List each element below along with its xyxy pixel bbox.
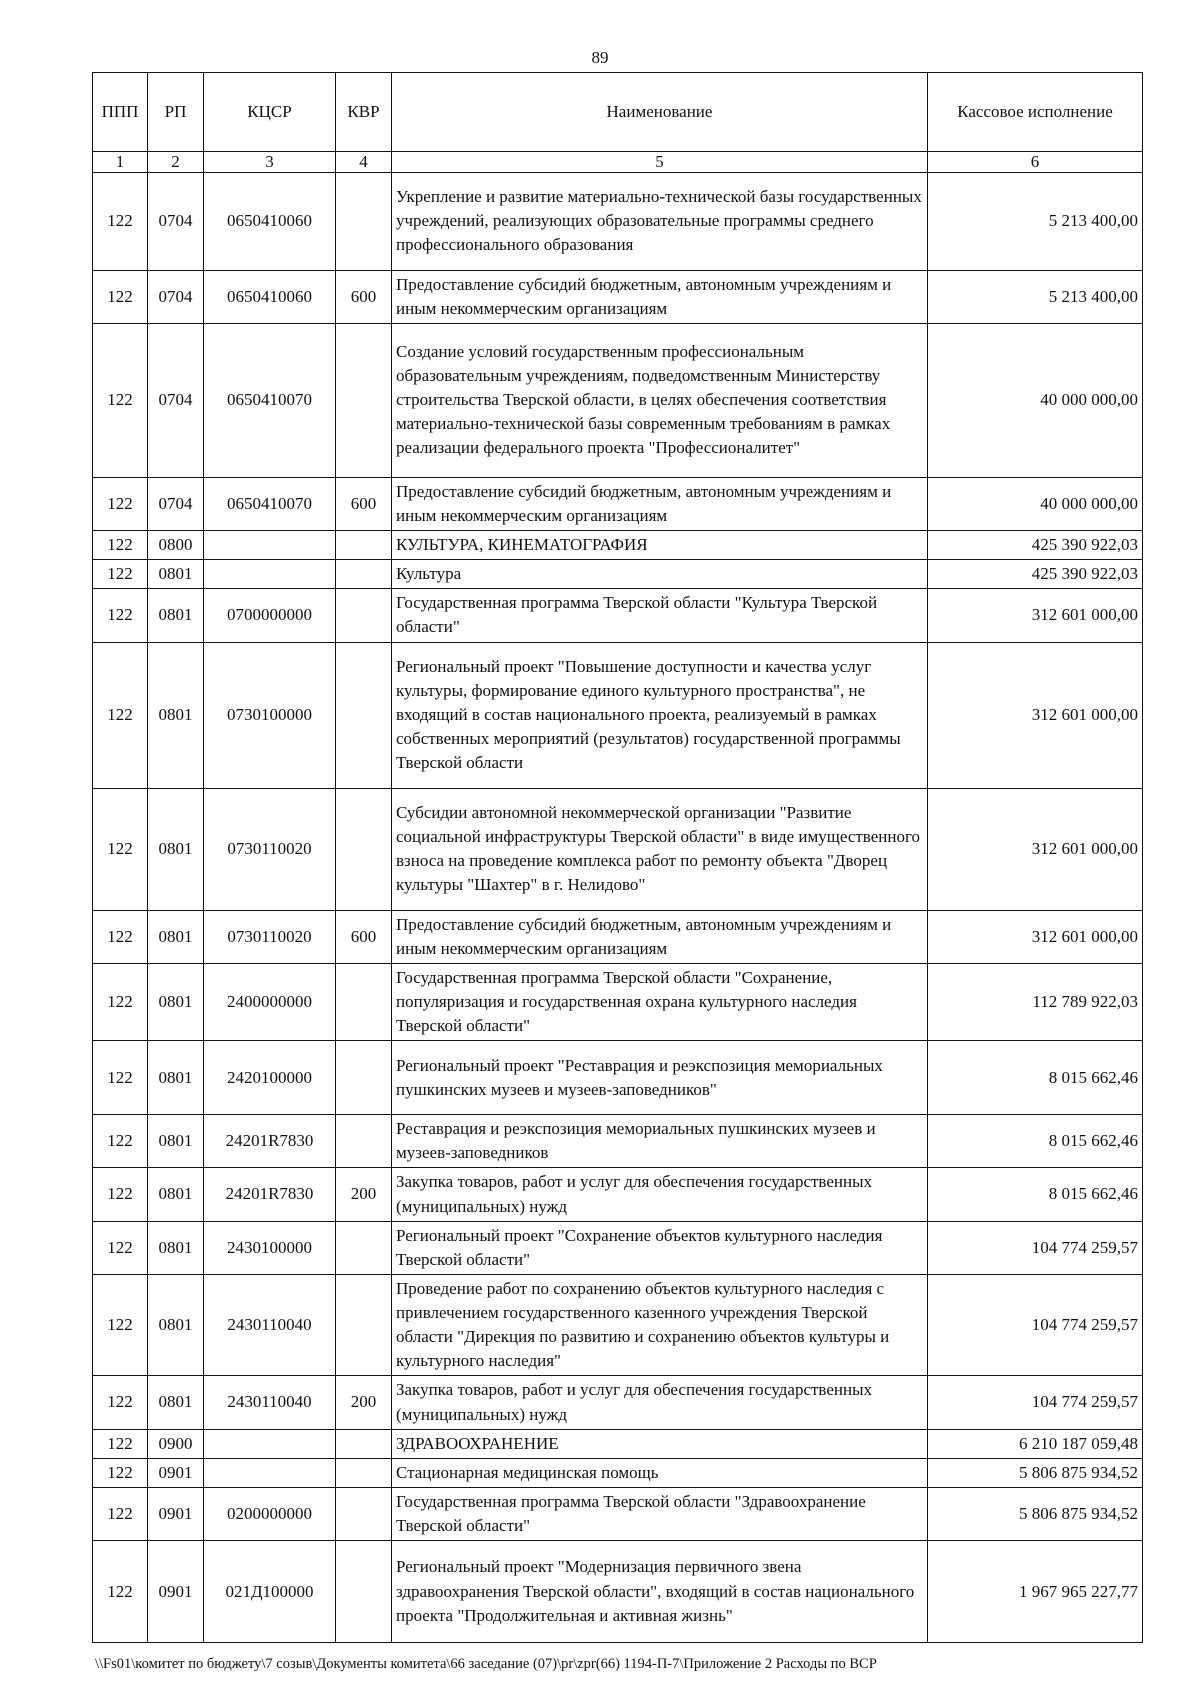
cell-amount: 5 806 875 934,52 [928, 1487, 1143, 1540]
cell-kcsr: 2430110040 [204, 1376, 336, 1429]
cell-amount: 425 390 922,03 [928, 560, 1143, 589]
cell-kvr [336, 531, 392, 560]
cell-kcsr: 0730100000 [204, 642, 336, 788]
cell-kvr [336, 1274, 392, 1376]
table-row [93, 323, 1143, 477]
page-number: 89 [591, 48, 609, 67]
cell-kvr: 600 [336, 910, 392, 963]
cell-name: Предоставление субсидий бюджетным, автономным учреждениям и иным некоммерческим организациям [392, 477, 928, 530]
cell-amount: 312 601 000,00 [928, 910, 1143, 963]
column-number: 5 [392, 152, 928, 173]
table-row [93, 1274, 1143, 1376]
cell-ppp: 122 [93, 788, 148, 910]
cell-ppp: 122 [93, 642, 148, 788]
cell-kcsr [204, 531, 336, 560]
cell-rp: 0800 [148, 531, 204, 560]
table-row [93, 1429, 1143, 1458]
cell-name: Закупка товаров, работ и услуг для обеспечения государственных (муниципальных) нужд [392, 1168, 928, 1221]
cell-ppp: 122 [93, 1274, 148, 1376]
cell-name: Региональный проект "Сохранение объектов культурного наследия Тверской области" [392, 1221, 928, 1274]
column-number: 6 [928, 152, 1143, 173]
cell-amount: 112 789 922,03 [928, 963, 1143, 1040]
cell-rp: 0801 [148, 1274, 204, 1376]
cell-kcsr: 2420100000 [204, 1041, 336, 1115]
cell-kcsr: 24201R7830 [204, 1115, 336, 1168]
cell-kvr [336, 1221, 392, 1274]
cell-name: Государственная программа Тверской области "Сохранение, популяризация и государственная охрана культурного наследия Тверской области" [392, 963, 928, 1040]
cell-ppp: 122 [93, 963, 148, 1040]
table-row [93, 477, 1143, 530]
table-row [93, 1376, 1143, 1429]
header-kvr: КВР [336, 73, 392, 152]
cell-name: Государственная программа Тверской области "Здравоохранение Тверской области" [392, 1487, 928, 1540]
cell-amount: 6 210 187 059,48 [928, 1429, 1143, 1458]
header-ppp: ППП [93, 73, 148, 152]
cell-ppp: 122 [93, 323, 148, 477]
table-row [93, 1168, 1143, 1221]
cell-amount: 425 390 922,03 [928, 531, 1143, 560]
cell-name: Укрепление и развитие материально-технической базы государственных учреждений, реализующих образовательные программы среднего профессионального образования [392, 172, 928, 270]
cell-rp: 0900 [148, 1429, 204, 1458]
cell-name: Предоставление субсидий бюджетным, автономным учреждениям и иным некоммерческим организациям [392, 270, 928, 323]
cell-ppp: 122 [93, 1168, 148, 1221]
table-row [93, 172, 1143, 270]
cell-name: Региональный проект "Реставрация и реэкспозиция мемориальных пушкинских музеев и музеев-заповедников" [392, 1041, 928, 1115]
cell-rp: 0901 [148, 1487, 204, 1540]
cell-kvr: 600 [336, 270, 392, 323]
cell-kcsr: 0650410070 [204, 477, 336, 530]
cell-kcsr: 24201R7830 [204, 1168, 336, 1221]
cell-name: ЗДРАВООХРАНЕНИЕ [392, 1429, 928, 1458]
table-row [93, 1541, 1143, 1643]
cell-name: КУЛЬТУРА, КИНЕМАТОГРАФИЯ [392, 531, 928, 560]
cell-rp: 0801 [148, 1168, 204, 1221]
cell-rp: 0801 [148, 1376, 204, 1429]
table-row [93, 1221, 1143, 1274]
cell-kcsr: 0650410060 [204, 172, 336, 270]
cell-name: Региональный проект "Модернизация первичного звена здравоохранения Тверской области", входящий в состав национального проекта "Продолжительная и активная жизнь" [392, 1541, 928, 1643]
cell-amount: 104 774 259,57 [928, 1274, 1143, 1376]
table-row [93, 1041, 1143, 1115]
cell-rp: 0704 [148, 477, 204, 530]
cell-rp: 0901 [148, 1458, 204, 1487]
cell-rp: 0801 [148, 642, 204, 788]
cell-rp: 0704 [148, 323, 204, 477]
cell-kcsr: 0730110020 [204, 788, 336, 910]
cell-rp: 0801 [148, 1221, 204, 1274]
cell-ppp: 122 [93, 270, 148, 323]
cell-name: Реставрация и реэкспозиция мемориальных пушкинских музеев и музеев-заповедников [392, 1115, 928, 1168]
cell-amount: 1 967 965 227,77 [928, 1541, 1143, 1643]
header-kcsr: КЦСР [204, 73, 336, 152]
cell-rp: 0704 [148, 172, 204, 270]
cell-kvr [336, 589, 392, 642]
cell-kcsr: 0650410070 [204, 323, 336, 477]
cell-rp: 0801 [148, 560, 204, 589]
cell-kvr [336, 788, 392, 910]
cell-ppp: 122 [93, 589, 148, 642]
table-row [93, 788, 1143, 910]
cell-kvr [336, 642, 392, 788]
cell-kvr [336, 172, 392, 270]
cell-name: Государственная программа Тверской области "Культура Тверской области" [392, 589, 928, 642]
cell-ppp: 122 [93, 910, 148, 963]
cell-amount: 104 774 259,57 [928, 1221, 1143, 1274]
cell-kcsr: 0700000000 [204, 589, 336, 642]
cell-rp: 0901 [148, 1541, 204, 1643]
column-number: 2 [148, 152, 204, 173]
cell-rp: 0801 [148, 910, 204, 963]
cell-kvr: 200 [336, 1168, 392, 1221]
budget-table [92, 72, 1143, 1643]
table-row [93, 560, 1143, 589]
cell-kvr [336, 1429, 392, 1458]
cell-name: Предоставление субсидий бюджетным, автономным учреждениям и иным некоммерческим организациям [392, 910, 928, 963]
table-row [93, 963, 1143, 1040]
cell-amount: 40 000 000,00 [928, 323, 1143, 477]
cell-rp: 0801 [148, 589, 204, 642]
cell-rp: 0801 [148, 1041, 204, 1115]
header-amount: Кассовое исполнение [928, 73, 1143, 152]
table-row [93, 270, 1143, 323]
cell-kvr [336, 1115, 392, 1168]
file-path-footer: \\Fs01\комитет по бюджету\7 созыв\Документы комитета\66 заседание (07)\pr\zpr(66) 1194-П-7\Приложение 2 Расходы по ВСР [95, 1656, 877, 1672]
table-row [93, 1458, 1143, 1487]
cell-name: Региональный проект "Повышение доступности и качества услуг культуры, формирование единого культурного пространства", не входящий в состав национального проекта, реализуемый в рамках собственных мероприятий (результатов) государственной программы Тверской области [392, 642, 928, 788]
cell-name: Проведение работ по сохранению объектов культурного наследия с привлечением государственного казенного учреждения Тверской области "Дирекция по развитию и сохранению объектов культуры и культурного наследия" [392, 1274, 928, 1376]
cell-name: Создание условий государственным профессиональным образовательным учреждениям, подведомственным Министерству строительства Тверской области, в целях обеспечения соответствия материально-технической базы современным требованиям в рамках реализации федерального проекта "Профессионалитет" [392, 323, 928, 477]
cell-name: Субсидии автономной некоммерческой организации "Развитие социальной инфраструктуры Тверской области" в виде имущественного взноса на проведение комплекса работ по ремонту объекта "Дворец культуры "Шахтер" в г. Нелидово" [392, 788, 928, 910]
cell-kcsr: 0650410060 [204, 270, 336, 323]
table-row [93, 589, 1143, 642]
cell-rp: 0801 [148, 1115, 204, 1168]
table-row [93, 1487, 1143, 1540]
table-row [93, 642, 1143, 788]
cell-kvr: 200 [336, 1376, 392, 1429]
header-rp: РП [148, 73, 204, 152]
cell-name: Культура [392, 560, 928, 589]
cell-ppp: 122 [93, 1115, 148, 1168]
cell-ppp: 122 [93, 560, 148, 589]
column-number: 1 [93, 152, 148, 173]
cell-amount: 312 601 000,00 [928, 642, 1143, 788]
table-row [93, 1115, 1143, 1168]
cell-kvr [336, 1487, 392, 1540]
cell-rp: 0801 [148, 788, 204, 910]
table-row [93, 531, 1143, 560]
cell-ppp: 122 [93, 1041, 148, 1115]
cell-amount: 104 774 259,57 [928, 1376, 1143, 1429]
cell-amount: 5 806 875 934,52 [928, 1458, 1143, 1487]
cell-kvr [336, 1541, 392, 1643]
cell-ppp: 122 [93, 172, 148, 270]
cell-name: Стационарная медицинская помощь [392, 1458, 928, 1487]
cell-amount: 5 213 400,00 [928, 172, 1143, 270]
cell-amount: 312 601 000,00 [928, 589, 1143, 642]
cell-kcsr: 2430100000 [204, 1221, 336, 1274]
header-row [93, 73, 1143, 152]
cell-ppp: 122 [93, 1458, 148, 1487]
cell-kcsr: 021Д100000 [204, 1541, 336, 1643]
cell-amount: 8 015 662,46 [928, 1168, 1143, 1221]
cell-ppp: 122 [93, 1541, 148, 1643]
cell-ppp: 122 [93, 1487, 148, 1540]
cell-ppp: 122 [93, 1221, 148, 1274]
cell-rp: 0704 [148, 270, 204, 323]
cell-kcsr: 0200000000 [204, 1487, 336, 1540]
cell-kcsr [204, 1429, 336, 1458]
cell-kcsr: 2430110040 [204, 1274, 336, 1376]
cell-kvr [336, 963, 392, 1040]
cell-rp: 0801 [148, 963, 204, 1040]
cell-amount: 312 601 000,00 [928, 788, 1143, 910]
cell-amount: 8 015 662,46 [928, 1041, 1143, 1115]
cell-kcsr: 0730110020 [204, 910, 336, 963]
cell-amount: 40 000 000,00 [928, 477, 1143, 530]
column-number: 4 [336, 152, 392, 173]
cell-kcsr [204, 560, 336, 589]
cell-kvr [336, 560, 392, 589]
cell-kvr [336, 1041, 392, 1115]
cell-amount: 5 213 400,00 [928, 270, 1143, 323]
cell-ppp: 122 [93, 1376, 148, 1429]
cell-ppp: 122 [93, 1429, 148, 1458]
table-row [93, 910, 1143, 963]
cell-ppp: 122 [93, 477, 148, 530]
cell-name: Закупка товаров, работ и услуг для обеспечения государственных (муниципальных) нужд [392, 1376, 928, 1429]
cell-amount: 8 015 662,46 [928, 1115, 1143, 1168]
cell-kcsr: 2400000000 [204, 963, 336, 1040]
cell-kvr [336, 1458, 392, 1487]
cell-kvr [336, 323, 392, 477]
cell-ppp: 122 [93, 531, 148, 560]
cell-kcsr [204, 1458, 336, 1487]
header-name: Наименование [392, 73, 928, 152]
column-number: 3 [204, 152, 336, 173]
column-number-row [93, 152, 1143, 173]
cell-kvr: 600 [336, 477, 392, 530]
